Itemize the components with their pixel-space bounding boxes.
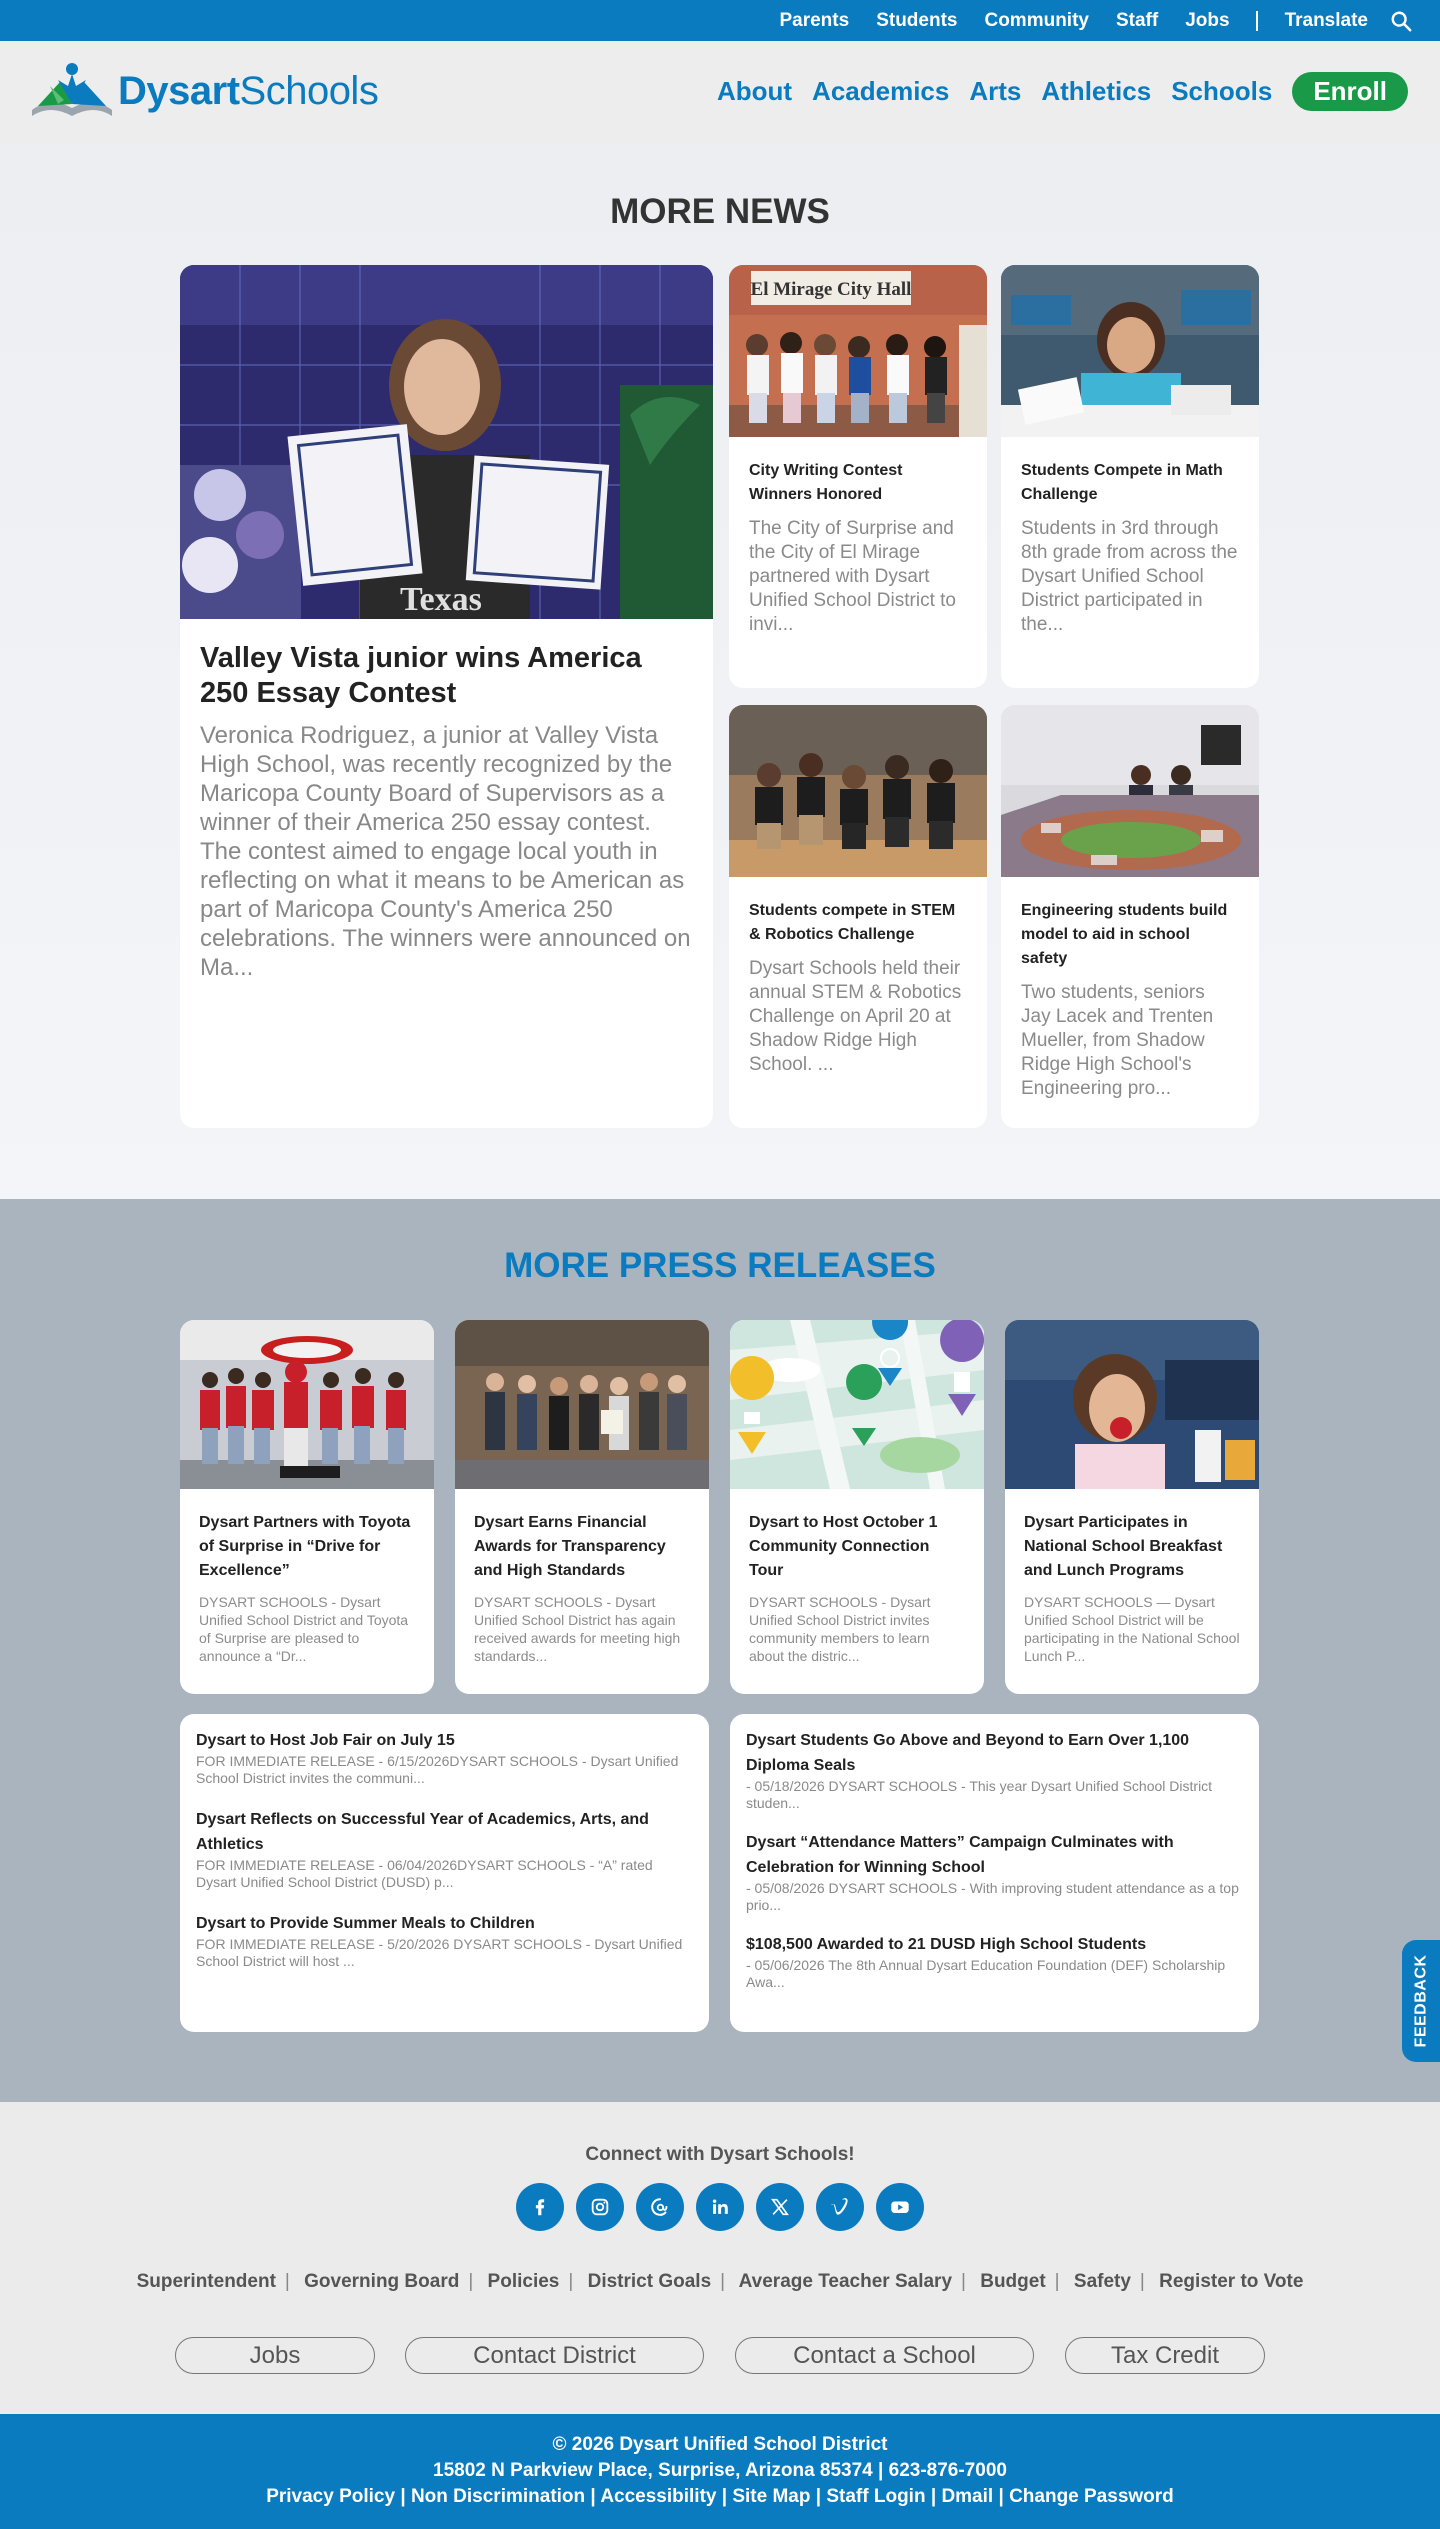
- press-list-summary: FOR IMMEDIATE RELEASE - 6/15/2026DYSART SCHOOLS - Dysart Unified School District invites the communi...: [196, 1753, 679, 1786]
- news-card-title[interactable]: Students compete in STEM & Robotics Challenge: [749, 902, 956, 943]
- footer-link-superintendent[interactable]: Superintendent: [136, 2271, 276, 2292]
- dmail-link[interactable]: Dmail: [941, 2486, 994, 2507]
- news-card-photo: [729, 705, 987, 877]
- news-card-photo: [1001, 265, 1259, 437]
- youtube-icon[interactable]: [876, 2183, 924, 2231]
- news-card-summary: Students in 3rd through 8th grade from across the Dysart Unified School District participated in the...: [1021, 518, 1238, 635]
- news-card-title[interactable]: Engineering students build model to aid in school safety: [1021, 902, 1228, 967]
- nav-academics[interactable]: Academics: [812, 76, 950, 106]
- vimeo-icon[interactable]: [816, 2183, 864, 2231]
- press-list-item[interactable]: [196, 1728, 693, 1787]
- dysart-logo[interactable]: [28, 59, 378, 123]
- news-card[interactable]: [1001, 265, 1259, 688]
- press-releases-section: [0, 1199, 1440, 2102]
- press-card-summary: DYSART SCHOOLS - Dysart Unified School District invites community members to learn about the distric...: [749, 1594, 931, 1664]
- privacy-policy-link[interactable]: Privacy Policy: [266, 2486, 396, 2507]
- press-card[interactable]: [1005, 1320, 1259, 1694]
- nav-about[interactable]: About: [716, 76, 793, 106]
- featured-news-summary: Veronica Rodriguez, a junior at Valley Vista High School, was recently recognized by the Maricopa County Board of Supervisors as a winner of their America 250 essay contest. The contest aimed to engage local youth in reflecting on what it means to be American as part of Maricopa County's America 250 celebrations. The winners were announced on Ma...: [200, 722, 691, 981]
- news-card-photo: [1001, 705, 1259, 877]
- facebook-icon[interactable]: [516, 2183, 564, 2231]
- copyright: © 2026 Dysart Unified School District: [552, 2434, 888, 2455]
- press-list-item[interactable]: [746, 1728, 1243, 1812]
- press-list-title[interactable]: Dysart Reflects on Successful Year of Academics, Arts, and Athletics: [196, 1811, 649, 1853]
- press-card-photo: [1005, 1320, 1259, 1489]
- accessibility-link[interactable]: Accessibility: [600, 2486, 717, 2507]
- press-card-title[interactable]: Dysart to Host October 1 Community Connection Tour: [749, 1514, 938, 1579]
- utility-link-community[interactable]: Community: [984, 9, 1089, 31]
- footer-link-register-to-vote[interactable]: Register to Vote: [1159, 2271, 1304, 2292]
- translate-link[interactable]: Translate: [1284, 9, 1368, 31]
- footer-link-sep: |: [961, 2271, 966, 2292]
- legal-links: Privacy Policy | Non Discrimination | Accessibility | Site Map | Staff Login | Dmail | Change Password: [266, 2486, 1174, 2507]
- news-card-photo: [729, 265, 987, 437]
- press-card-photo: [730, 1320, 984, 1489]
- contact-school-button[interactable]: Contact a School: [735, 2337, 1034, 2374]
- press-card[interactable]: [455, 1320, 709, 1694]
- connect-heading: Connect with Dysart Schools!: [585, 2144, 855, 2165]
- more-news-section: [0, 145, 1440, 1199]
- logo-text-schools: Schools: [239, 68, 379, 113]
- footer-link-sep: |: [1054, 2271, 1060, 2292]
- utility-divider: [1256, 11, 1258, 31]
- featured-news-card[interactable]: [180, 265, 713, 1128]
- press-list-right: [730, 1714, 1259, 2032]
- feedback-tab[interactable]: [1402, 1940, 1440, 2062]
- staff-login-link[interactable]: Staff Login: [826, 2486, 926, 2507]
- more-news-title: MORE NEWS: [610, 192, 830, 231]
- city-hall-sign: El Mirage City Hall: [750, 279, 912, 300]
- utility-link-jobs[interactable]: Jobs: [1185, 9, 1230, 31]
- press-card-photo: [455, 1320, 709, 1489]
- site-footer: [0, 2102, 1440, 2414]
- logo-text-dysart: Dysart: [118, 68, 240, 113]
- tax-credit-button[interactable]: Tax Credit: [1065, 2337, 1265, 2374]
- news-card-summary: Dysart Schools held their annual STEM & Robotics Challenge on April 20 at Shadow Ridge High School. ...: [749, 958, 962, 1075]
- press-card-title[interactable]: Dysart Earns Financial Awards for Transparency and High Standards: [474, 1514, 666, 1579]
- press-list-summary: FOR IMMEDIATE RELEASE - 06/04/2026DYSART SCHOOLS - “A” rated Dysart Unified School District (DUSD) p...: [196, 1857, 653, 1890]
- feedback-label: FEEDBACK: [1412, 1954, 1430, 2048]
- press-list-summary: - 05/06/2026 The 8th Annual Dysart Education Foundation (DEF) Scholarship Awa...: [746, 1957, 1226, 1990]
- logo-text: [118, 69, 378, 114]
- non-discrimination-link[interactable]: Non Discrimination: [410, 2486, 586, 2507]
- footer-link-sep: |: [468, 2271, 474, 2292]
- press-card-summary: DYSART SCHOOLS — Dysart Unified School District will be participating in the National School Lunch P...: [1024, 1594, 1240, 1664]
- utility-link-staff[interactable]: Staff: [1115, 9, 1159, 31]
- site-header: [0, 41, 1440, 145]
- footer-links: [0, 2271, 1440, 2293]
- legal-bar: [0, 2414, 1440, 2529]
- footer-link-governing-board[interactable]: Governing Board: [304, 2271, 460, 2292]
- contact-district-button[interactable]: Contact District: [405, 2337, 704, 2374]
- district-address: 15802 N Parkview Place, Surprise, Arizona 85374 | 623-876-7000: [433, 2460, 1007, 2481]
- news-card[interactable]: [729, 705, 987, 1128]
- press-list-title[interactable]: Dysart to Host Job Fair on July 15: [196, 1732, 455, 1749]
- press-list-left: [180, 1714, 709, 2032]
- press-list-summary: - 05/08/2026 DYSART SCHOOLS - With improving student attendance as a top prio...: [746, 1880, 1239, 1913]
- logo-mark-icon: [28, 60, 116, 122]
- press-card-title[interactable]: Dysart Partners with Toyota of Surprise in “Drive for Excellence”: [199, 1514, 411, 1579]
- footer-link-sep: |: [568, 2271, 574, 2292]
- news-card-summary: Two students, seniors Jay Lacek and Trenten Mueller, from Shadow Ridge High School's Engineering pro...: [1021, 982, 1214, 1099]
- utility-links: [752, 0, 1412, 41]
- news-card[interactable]: [729, 265, 987, 688]
- change-password-link[interactable]: Change Password: [1009, 2486, 1174, 2507]
- press-list-title[interactable]: $108,500 Awarded to 21 DUSD High School Students: [746, 1936, 1147, 1953]
- utility-bar: [0, 0, 1440, 41]
- press-list-item[interactable]: [196, 1807, 693, 1891]
- main-nav: [697, 72, 1408, 111]
- search-icon[interactable]: [1390, 10, 1412, 32]
- instagram-icon[interactable]: [576, 2183, 624, 2231]
- footer-link-district-goals[interactable]: District Goals: [587, 2271, 712, 2292]
- threads-icon[interactable]: [636, 2183, 684, 2231]
- x-icon[interactable]: [756, 2183, 804, 2231]
- news-card-summary: The City of Surprise and the City of El Mirage partnered with Dysart Unified School District to invi...: [749, 518, 956, 635]
- press-list-title[interactable]: Dysart Students Go Above and Beyond to Earn Over 1,100 Diploma Seals: [746, 1732, 1190, 1774]
- svg-text:Texas: Texas: [400, 581, 482, 618]
- press-list-title[interactable]: Dysart “Attendance Matters” Campaign Culminates with Celebration for Winning School: [746, 1834, 1174, 1876]
- press-releases-title: MORE PRESS RELEASES: [504, 1246, 936, 1285]
- nav-arts[interactable]: Arts: [969, 76, 1022, 106]
- news-card-title[interactable]: City Writing Contest Winners Honored: [749, 462, 903, 503]
- press-list-item[interactable]: [746, 1830, 1243, 1914]
- utility-link-students[interactable]: Students: [876, 9, 958, 31]
- featured-news-headline[interactable]: Valley Vista junior wins America 250 Essay Contest: [200, 642, 642, 709]
- footer-link-sep: |: [284, 2271, 290, 2292]
- press-card-summary: DYSART SCHOOLS - Dysart Unified School District has again received awards for meeting high standards...: [474, 1594, 681, 1664]
- footer-link-teacher-salary[interactable]: Average Teacher Salary: [738, 2271, 953, 2292]
- press-list-summary: - 05/18/2026 DYSART SCHOOLS - This year Dysart Unified School District studen...: [746, 1778, 1213, 1811]
- featured-news-photo: [180, 265, 713, 619]
- jobs-button[interactable]: Jobs: [175, 2337, 375, 2374]
- press-card[interactable]: [730, 1320, 984, 1694]
- site-map-link[interactable]: Site Map: [732, 2486, 811, 2507]
- utility-link-parents[interactable]: Parents: [779, 9, 850, 31]
- nav-athletics[interactable]: Athletics: [1041, 76, 1152, 106]
- news-card-title[interactable]: Students Compete in Math Challenge: [1021, 462, 1223, 503]
- press-list-summary: FOR IMMEDIATE RELEASE - 5/20/2026 DYSART SCHOOLS - Dysart Unified School District will host ...: [196, 1936, 683, 1969]
- press-card[interactable]: [180, 1320, 434, 1694]
- press-card-title[interactable]: Dysart Participates in National School Breakfast and Lunch Programs: [1024, 1514, 1223, 1579]
- nav-schools[interactable]: Schools: [1171, 76, 1273, 106]
- press-card-photo: [180, 1320, 434, 1489]
- linkedin-icon[interactable]: [696, 2183, 744, 2231]
- footer-link-budget[interactable]: Budget: [980, 2271, 1046, 2292]
- footer-link-policies[interactable]: Policies: [487, 2271, 560, 2292]
- press-list-title[interactable]: Dysart to Provide Summer Meals to Children: [196, 1915, 535, 1932]
- footer-link-safety[interactable]: Safety: [1073, 2271, 1131, 2292]
- press-list-item[interactable]: [746, 1932, 1243, 1991]
- footer-link-sep: |: [720, 2271, 726, 2292]
- press-list-item[interactable]: [196, 1911, 693, 1970]
- news-card[interactable]: [1001, 705, 1259, 1128]
- footer-link-sep: |: [1139, 2271, 1145, 2292]
- social-links: [0, 2183, 1440, 2231]
- press-card-summary: DYSART SCHOOLS - Dysart Unified School District and Toyota of Surprise are pleased to announce a “Dr...: [199, 1594, 409, 1664]
- enroll-button[interactable]: Enroll: [1292, 72, 1408, 111]
